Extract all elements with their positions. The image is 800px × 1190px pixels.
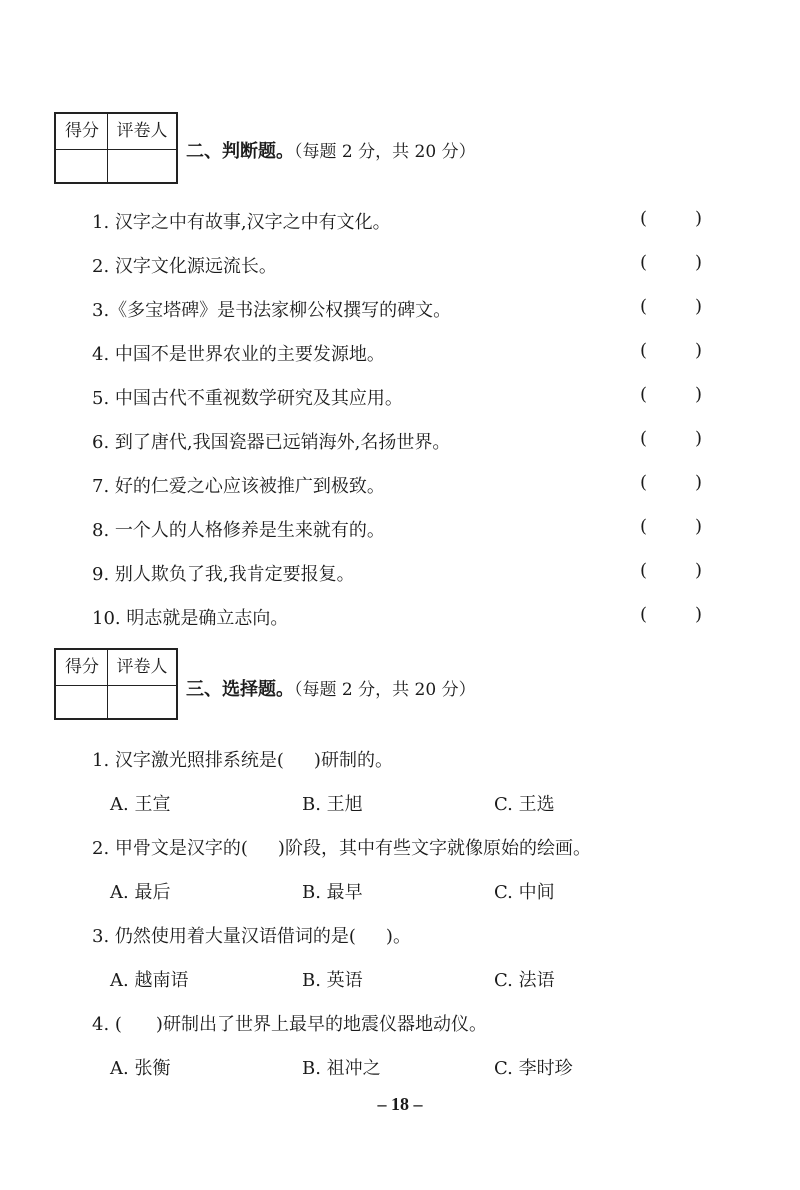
score-label: 得分 [65,121,99,141]
option-c[interactable]: C. 王选 [494,794,555,815]
option-c[interactable]: C. 中间 [494,882,555,903]
answer-blank[interactable]: ( ) [640,604,702,625]
answer-blank[interactable]: ( ) [640,340,702,361]
grader-label: 评卷人 [116,121,168,141]
section-note: （每题 2 分，共 20 分） [294,680,476,700]
section-title [186,675,476,701]
score-label: 得分 [65,657,99,677]
grader-label: 评卷人 [116,657,168,677]
option-a[interactable]: A. 最后 [110,882,171,903]
score-box [54,648,178,720]
option-a[interactable]: A. 越南语 [110,970,189,991]
option-c[interactable]: C. 李时珍 [494,1058,573,1079]
tf-question: 10. 明志就是确立志向。 [92,608,289,629]
section-note: （每题 2 分，共 20 分） [294,142,476,162]
option-b[interactable]: B. 最早 [302,882,363,903]
tf-question: 9. 别人欺负了我,我肯定要报复。 [92,564,355,585]
section-heading: 三、选择题。 [186,679,294,700]
mc-question: 3. 仍然使用着大量汉语借词的是( )。 [92,926,411,947]
option-c[interactable]: C. 法语 [494,970,555,991]
answer-blank[interactable]: ( ) [640,560,702,581]
mc-question: 4. ( )研制出了世界上最早的地震仪器地动仪。 [92,1014,487,1035]
answer-blank[interactable]: ( ) [640,428,702,449]
tf-question: 4. 中国不是世界农业的主要发源地。 [92,344,385,365]
score-box [54,112,178,184]
option-b[interactable]: B. 王旭 [302,794,363,815]
section-heading: 二、判断题。 [186,141,294,162]
section-title [186,137,476,163]
option-b[interactable]: B. 英语 [302,970,363,991]
answer-blank[interactable]: ( ) [640,296,702,317]
score-box-divider [56,685,176,686]
tf-question: 1. 汉字之中有故事,汉字之中有文化。 [92,212,391,233]
tf-question: 2. 汉字文化源远流长。 [92,256,277,277]
tf-question: 7. 好的仁爱之心应该被推广到极致。 [92,476,385,497]
mc-question: 1. 汉字激光照排系统是( )研制的。 [92,750,393,771]
tf-question: 5. 中国古代不重视数学研究及其应用。 [92,388,403,409]
answer-blank[interactable]: ( ) [640,208,702,229]
tf-question: 8. 一个人的人格修养是生来就有的。 [92,520,385,541]
score-box-divider [56,149,176,150]
tf-question: 6. 到了唐代,我国瓷器已远销海外,名扬世界。 [92,432,451,453]
option-a[interactable]: A. 张衡 [110,1058,171,1079]
tf-question: 3.《多宝塔碑》是书法家柳公权撰写的碑文。 [92,300,452,321]
answer-blank[interactable]: ( ) [640,472,702,493]
page-number: – 18 – [377,1094,423,1114]
answer-blank[interactable]: ( ) [640,384,702,405]
answer-blank[interactable]: ( ) [640,252,702,273]
mc-question: 2. 甲骨文是汉字的( )阶段，其中有些文字就像原始的绘画。 [92,838,591,859]
answer-blank[interactable]: ( ) [640,516,702,537]
option-b[interactable]: B. 祖冲之 [302,1058,381,1079]
option-a[interactable]: A. 王宣 [110,794,171,815]
